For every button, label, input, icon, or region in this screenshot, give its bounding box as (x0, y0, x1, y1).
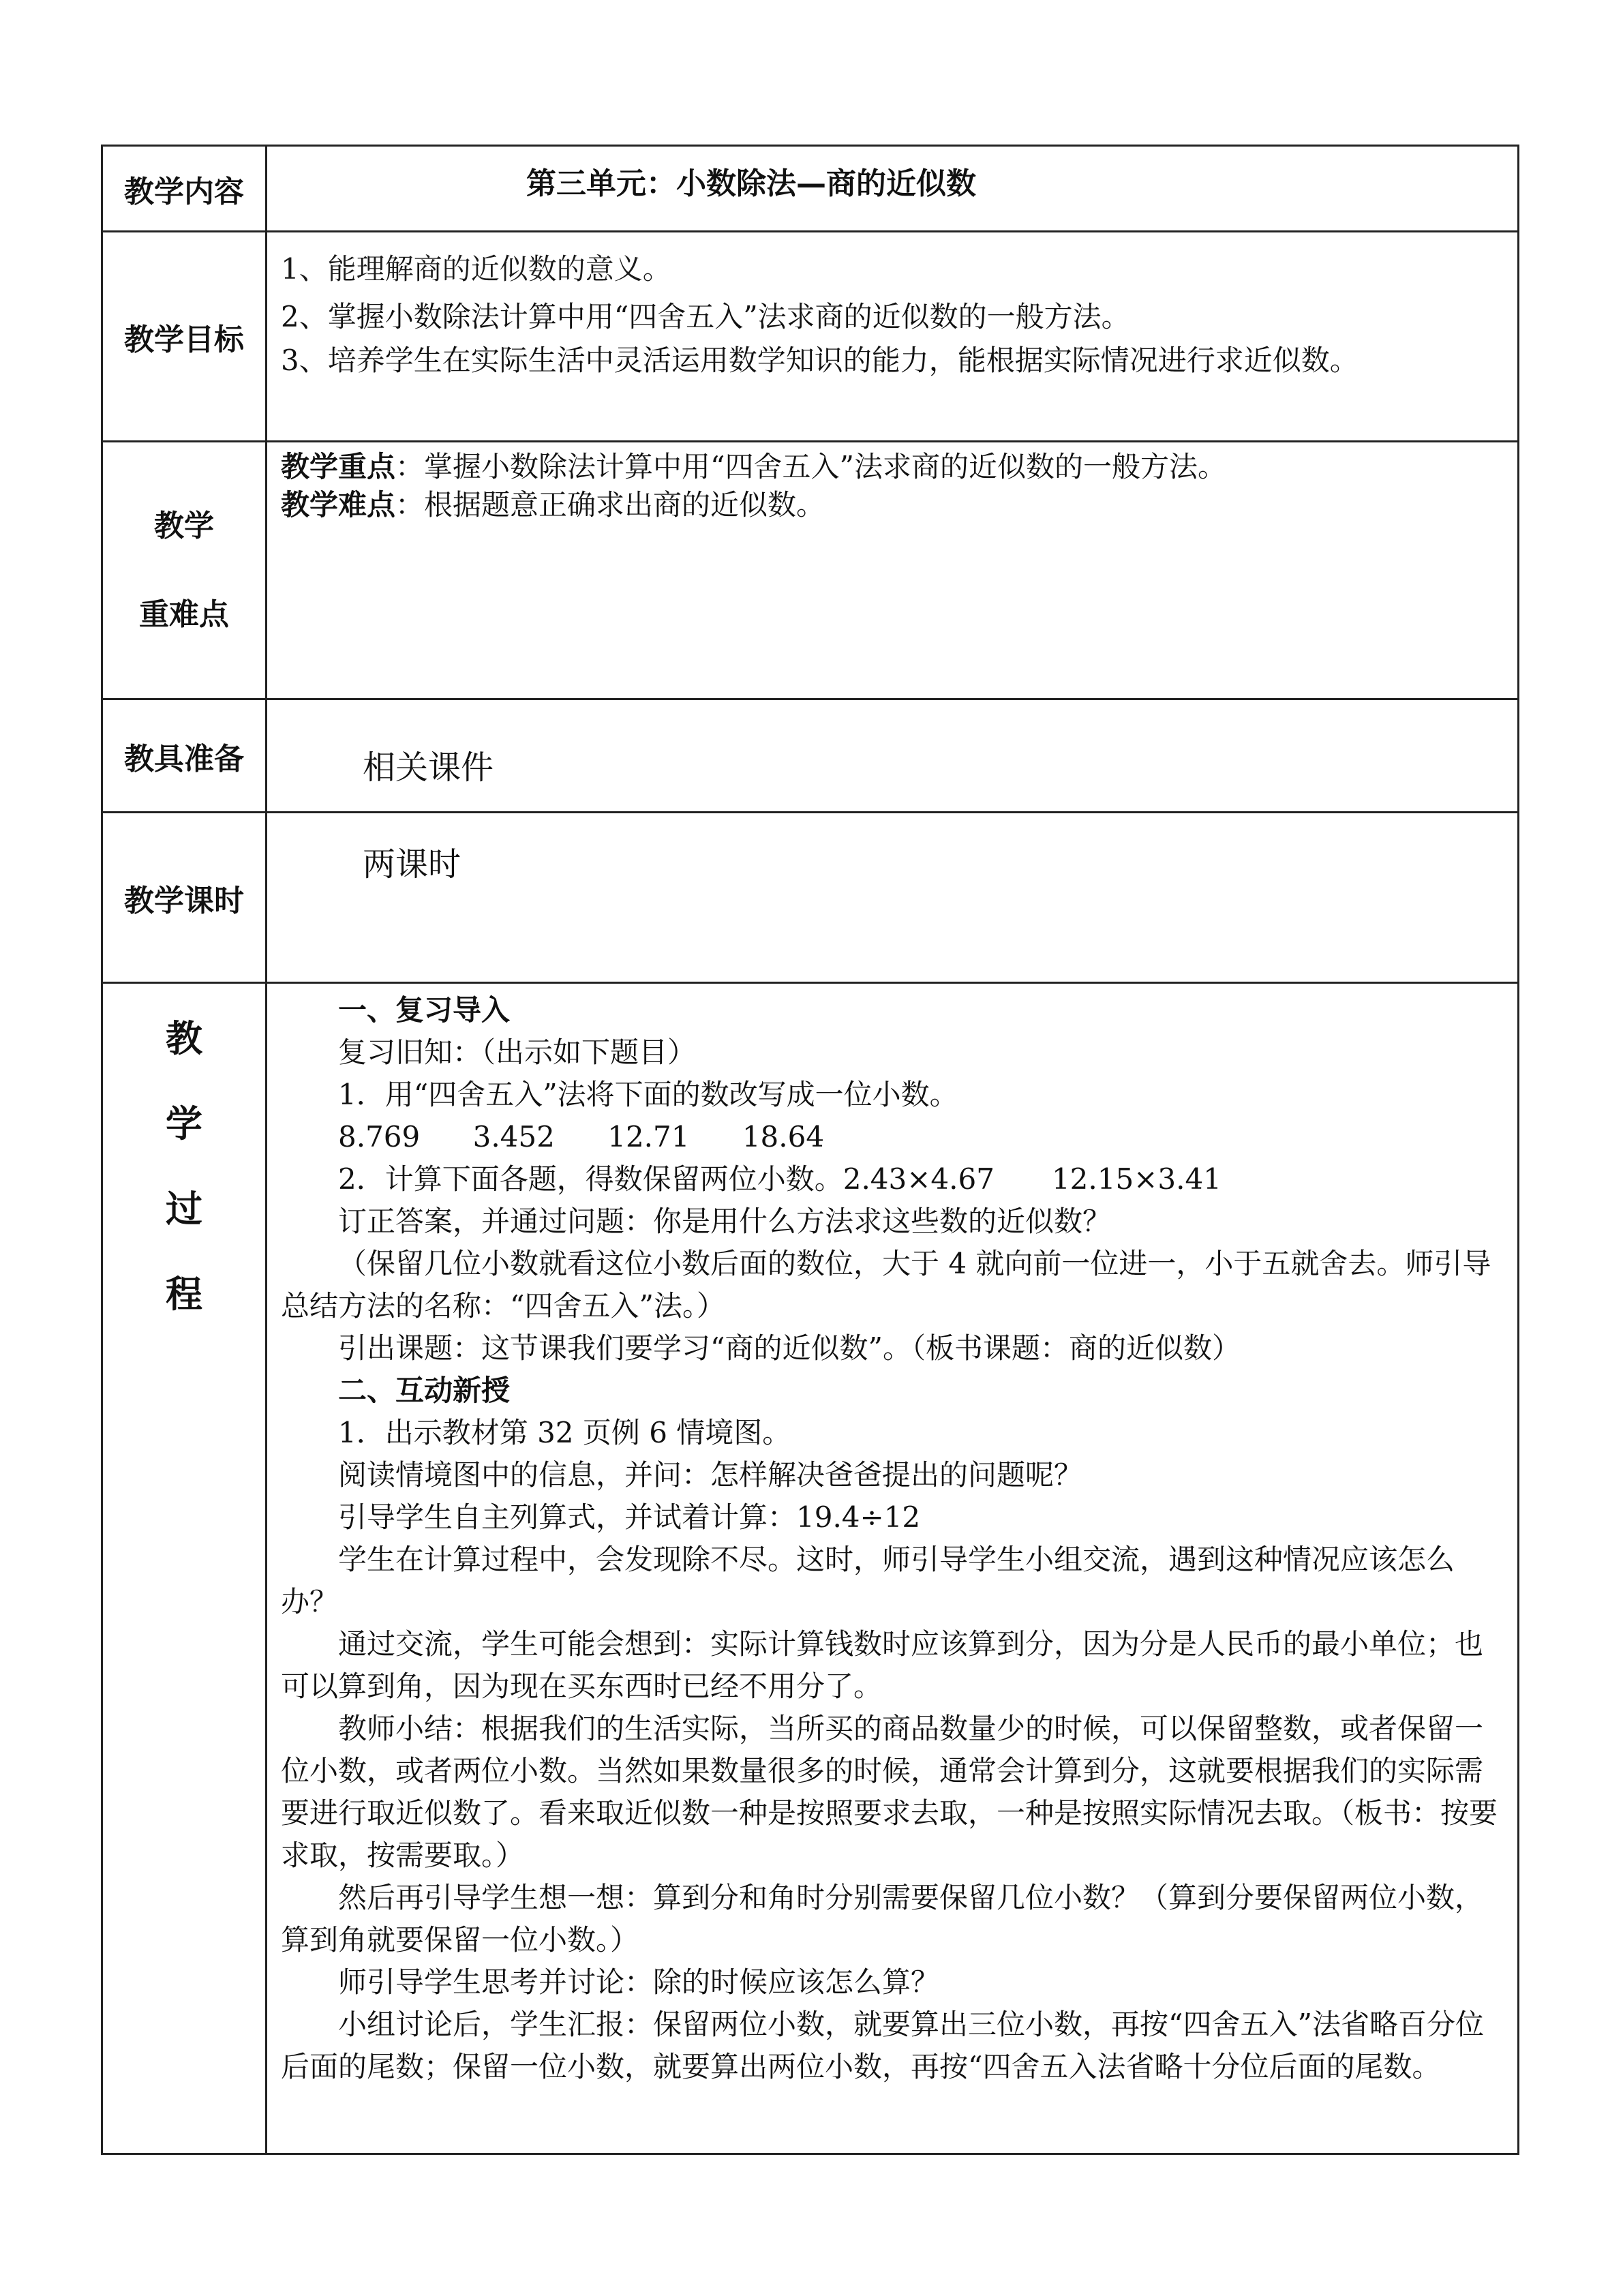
number-item: 3.452 (472, 1120, 555, 1153)
difficult-point-text: ：根据题意正确求出商的近似数。 (395, 488, 825, 522)
label-key-difficult-lines (103, 482, 265, 659)
row-teaching-content (102, 146, 1519, 232)
label-teaching-goals: 教学目标 (102, 232, 267, 442)
goals-list (267, 232, 1519, 442)
paragraph: 1．出示教材第 32 页例 6 情境图。 (338, 1416, 791, 1449)
paragraph: 小组讨论后，学生汇报：保留两位小数，就要算出三位小数，再按“四舍五入”法省略百分位后面的尾数；保留一位小数，就要算出两位小数，再按“四舍五入法省略十分位后面的尾数。 (281, 2008, 1484, 2083)
label-teaching-tools: 教具准备 (102, 699, 267, 813)
key-difficult-content (267, 442, 1519, 699)
paragraph: 然后再引导学生想一想：算到分和角时分别需要保留几位小数？（算到分要保留两位小数，算到角就要保留一位小数。） (281, 1881, 1484, 1957)
row-teaching-goals (102, 232, 1519, 442)
goal-item: 3、培养学生在实际生活中灵活运用数学知识的能力，能根据实际情况进行求近似数。 (281, 344, 1359, 377)
label-line: 重难点 (139, 596, 229, 632)
number-item: 18.64 (742, 1120, 825, 1153)
lesson-plan-table (101, 145, 1519, 2155)
lesson-title: 第三单元：小数除法—商的近似数 (267, 146, 1519, 232)
difficult-point-label: 教学难点 (281, 488, 396, 522)
paragraph: 1．用“四舍五入”法将下面的数改写成一位小数。 (338, 1078, 958, 1111)
label-char: 教 (166, 1017, 202, 1060)
row-key-difficult-points (102, 442, 1519, 699)
section-heading: 二、互动新授 (338, 1374, 511, 1407)
number-list (281, 1116, 1501, 1158)
label-key-difficult (102, 442, 267, 699)
label-char: 学 (166, 1102, 202, 1145)
paragraph: 阅读情境图中的信息，并问：怎样解决爸爸提出的问题呢？ (338, 1458, 1083, 1492)
paragraph: 引导学生自主列算式，并试着计算：19.4÷12 (338, 1500, 921, 1534)
label-char: 过 (166, 1188, 202, 1230)
key-point (281, 448, 1504, 486)
paragraph: 师引导学生思考并讨论：除的时候应该怎么算？ (338, 1965, 940, 1999)
goal-item: 2、掌握小数除法计算中用“四舍五入”法求商的近似数的一般方法。 (281, 300, 1130, 333)
label-teaching-content: 教学内容 (102, 146, 267, 232)
paragraph: 学生在计算过程中，会发现除不尽。这时，师引导学生小组交流，遇到这种情况应该怎么办？ (281, 1543, 1455, 1618)
paragraph: （保留几位小数就看这位小数后面的数位，大于 4 就向前一位进一，小于五就舍去。师引导总结方法的名称：“四舍五入”法。） (281, 1247, 1491, 1323)
paragraph: 教师小结：根据我们的生活实际，当所买的商品数量少的时候，可以保留整数，或者保留一位小数，或者两位小数。当然如果数量很多的时候，通常会计算到分，这就要根据我们的实际需要进行取近似数了。看来取近似数一种是按照要求去取，一种是按照实际情况去取。（板书：按要求取，按需要取。） (281, 1712, 1498, 1872)
paragraph: 引出课题：这节课我们要学习“商的近似数”。（板书课题：商的近似数） (338, 1331, 1241, 1365)
label-line: 教学 (154, 508, 214, 543)
paragraph: 订正答案，并通过问题：你是用什么方法求这些数的近似数？ (338, 1205, 1112, 1238)
label-char: 程 (166, 1273, 202, 1316)
row-teaching-hours (102, 813, 1519, 983)
label-teaching-process (102, 983, 267, 2154)
key-point-text: ：掌握小数除法计算中用“四舍五入”法求商的近似数的一般方法。 (395, 450, 1226, 483)
teaching-process-content (267, 983, 1519, 2154)
paragraph: 2．计算下面各题，得数保留两位小数。2.43×4.67 12.15×3.41 (338, 1162, 1222, 1196)
number-item: 8.769 (338, 1120, 421, 1153)
teaching-tools-text: 相关课件 (267, 699, 1519, 813)
label-teaching-hours: 教学课时 (102, 813, 267, 983)
row-teaching-tools (102, 699, 1519, 813)
number-item: 12.71 (607, 1120, 690, 1153)
paragraph: 复习旧知：（出示如下题目） (338, 1036, 697, 1069)
key-point-label: 教学重点 (281, 450, 396, 483)
goal-item: 1、能理解商的近似数的意义。 (281, 252, 671, 286)
teaching-hours-text: 两课时 (267, 813, 1519, 983)
paragraph: 通过交流，学生可能会想到：实际计算钱数时应该算到分，因为分是人民币的最小单位；也可以算到角，因为现在买东西时已经不用分了。 (281, 1627, 1484, 1703)
difficult-point (281, 486, 1504, 524)
section-heading: 一、复习导入 (338, 993, 511, 1027)
row-teaching-process (102, 983, 1519, 2154)
